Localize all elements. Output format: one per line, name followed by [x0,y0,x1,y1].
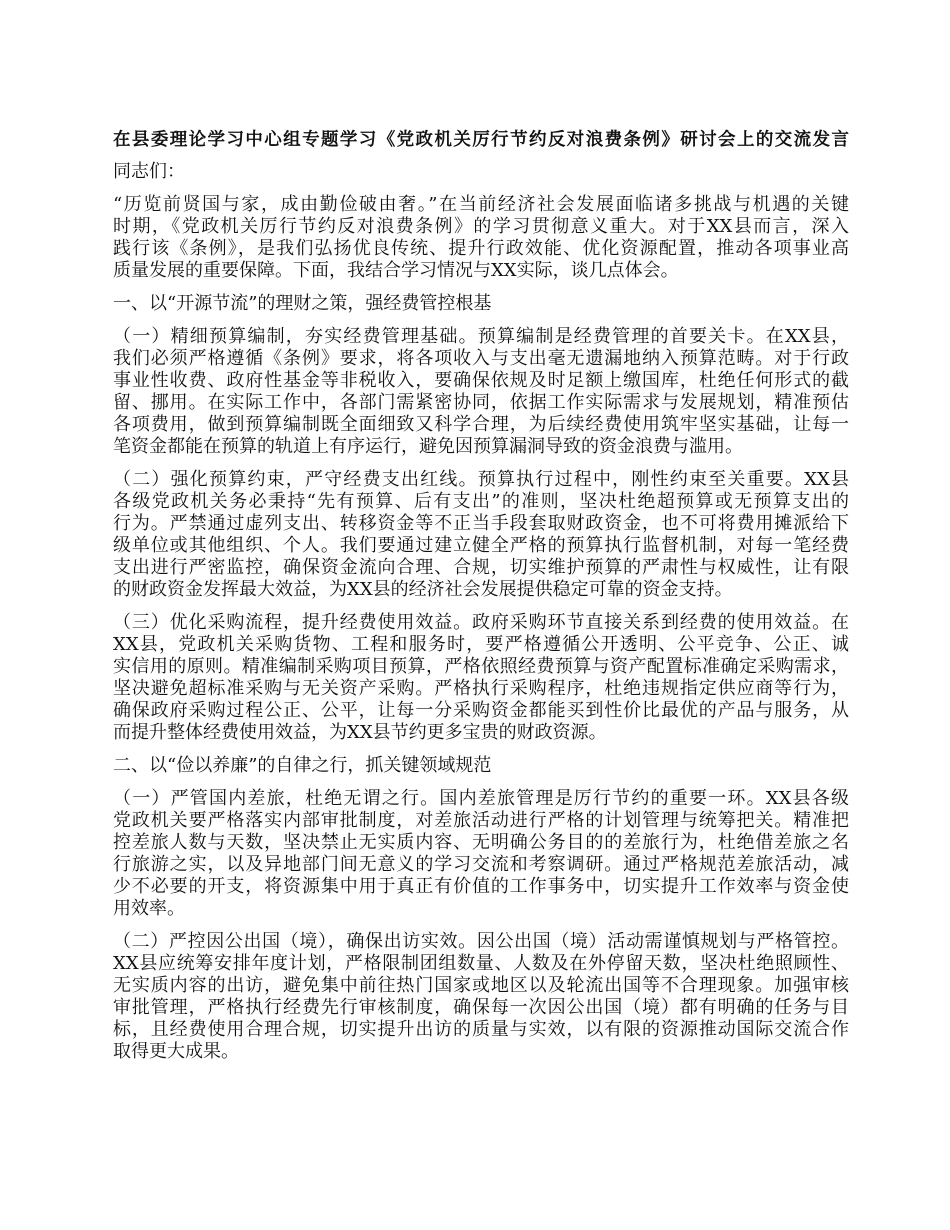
paragraph [113,931,849,1063]
text-line: 级单位或其他组织、个人。我们要通过建立健全严格的预算执行监督机制，对每一笔经费 [113,535,849,556]
paragraph [113,612,849,744]
text-line: 支出进行严密监控，确保资金流向合理、合规，切实维护预算的严肃性与权威性，让有限 [113,557,849,578]
text-line: 二、以“俭以养廉”的自律之行，抓关键领域规范 [113,755,492,776]
text-line: 实信用的原则。精准编制采购项目预算，严格依照经费预算与资产配置标准确定采购需求， [113,656,849,677]
text-line: （二）强化预算约束，严守经费支出红线。预算执行过程中，刚性约束至关重要。XX县 [113,469,849,490]
text-line: 各级党政机关务必秉持“先有预算、后有支出”的准则，坚决杜绝超预算或无预算支出的 [113,491,849,512]
document-title: 在县委理论学习中心组专题学习《党政机关厉行节约反对浪费条例》研讨会上的交流发言 [113,130,849,150]
text-line: （二）严控因公出国（境），确保出访实效。因公出国（境）活动需谨慎规划与严格管控。 [113,931,849,952]
text-line: 党政机关要严格落实内部审批制度，对差旅活动进行严格的计划管理与统筹把关。精准把 [113,810,849,831]
text-line: （三）优化采购流程，提升经费使用效益。政府采购环节直接关系到经费的使用效益。在 [113,612,849,633]
document-page [113,129,849,1074]
text-line: 而提升整体经费使用效益，为XX县节约更多宝贵的财政资源。 [113,722,607,743]
paragraph [113,469,849,601]
text-line: 确保政府采购过程公正、公平，让每一分采购资金都能买到性价比最优的产品与服务，从 [113,700,849,721]
text-line: 事业性收费、政府性基金等非税收入，要确保依规及时足额上缴国库，杜绝任何形式的截 [113,370,849,391]
salutation [113,161,849,183]
text-line: 质量发展的重要保障。下面，我结合学习情况与XX实际，谈几点体会。 [113,260,679,281]
text-line: XX县应统筹安排年度计划，严格限制团组数量、人数及在外停留天数，坚决杜绝照顾性、 [113,953,849,974]
text-line: 时期，《党政机关厉行节约反对浪费条例》的学习贯彻意义重大。对于XX县而言，深入 [113,216,849,237]
text-line: “历览前贤国与家，成由勤俭破由奢。”在当前经济社会发展面临诸多挑战与机遇的关键 [113,194,849,215]
text-line: XX县，党政机关采购货物、工程和服务时，要严格遵循公开透明、公平竞争、公正、诚 [113,634,849,655]
text-line: 行旅游之实，以及异地部门间无意义的学习交流和考察调研。通过严格规范差旅活动，减 [113,854,849,875]
text-line: 笔资金都能在预算的轨道上有序运行，避免因预算漏洞导致的资金浪费与滥用。 [113,436,743,457]
text-line: 审批管理，严格执行经费先行审核制度，确保每一次因公出国（境）都有明确的任务与目 [113,997,849,1018]
paragraph [113,326,849,458]
text-line: 控差旅人数与天数，坚决禁止无实质内容、无明确公务目的的差旅行为，杜绝借差旅之名 [113,832,849,853]
text-line: 标，且经费使用合理合规，切实提升出访的质量与实效，以有限的资源推动国际交流合作 [113,1019,849,1040]
text-line: 一、以“开源节流”的理财之策，强经费管控根基 [113,293,492,314]
text-line: 留、挪用。在实际工作中，各部门需紧密协同，依据工作实际需求与发展规划，精准预估 [113,392,849,413]
text-line: 用效率。 [113,898,185,919]
document-body [113,161,849,1063]
text-line: 取得更大成果。 [113,1041,239,1062]
text-line: 少不必要的开支，将资源集中用于真正有价值的工作事务中，切实提升工作效率与资金使 [113,876,849,897]
text-line: （一）精细预算编制，夯实经费管理基础。预算编制是经费管理的首要关卡。在XX县， [113,326,849,347]
section-heading [113,293,849,315]
section-heading [113,755,849,777]
text-line: 行为。严禁通过虚列支出、转移资金等不正当手段套取财政资金，也不可将费用摊派给下 [113,513,849,534]
text-line: （一）严管国内差旅，杜绝无谓之行。国内差旅管理是厉行节约的重要一环。XX县各级 [113,788,849,809]
text-line: 坚决避免超标准采购与无关资产采购。严格执行采购程序，杜绝违规指定供应商等行为， [113,678,849,699]
text-line: 同志们： [113,161,185,182]
text-line: 的财政资金发挥最大效益，为XX县的经济社会发展提供稳定可靠的资金支持。 [113,579,733,600]
text-line: 我们必须严格遵循《条例》要求，将各项收入与支出毫无遗漏地纳入预算范畴。对于行政 [113,348,849,369]
paragraph [113,194,849,282]
text-line: 无实质内容的出访，避免集中前往热门国家或地区以及轮流出国等不合理现象。加强审核 [113,975,849,996]
text-line: 践行该《条例》，是我们弘扬优良传统、提升行政效能、优化资源配置，推动各项事业高 [113,238,849,259]
text-line: 各项费用，做到预算编制既全面细致又科学合理，为后续经费使用筑牢坚实基础，让每一 [113,414,849,435]
paragraph [113,788,849,920]
